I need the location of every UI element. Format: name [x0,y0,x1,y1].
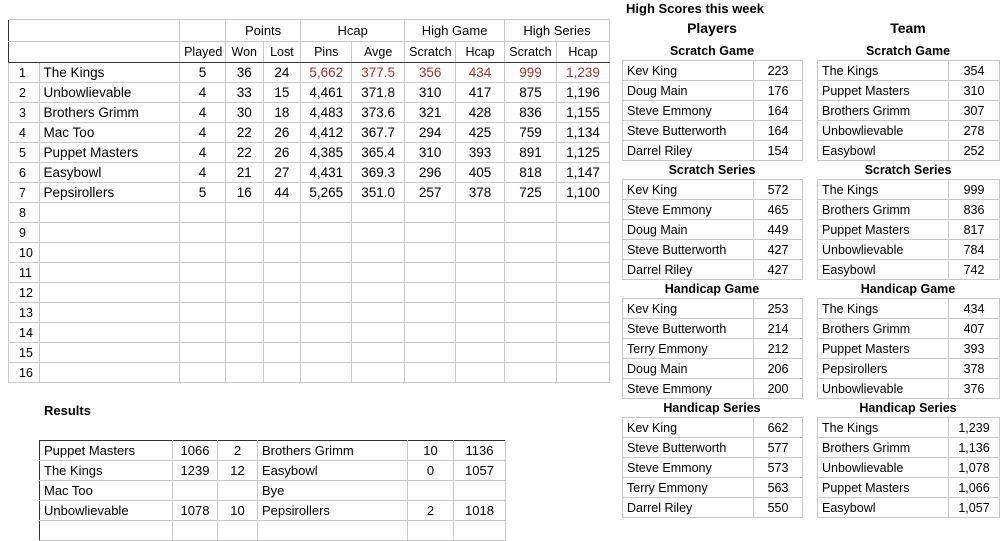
rank-cell: 15 [9,343,40,363]
won-cell: 33 [225,83,263,103]
high-score-row [818,200,1000,220]
result-team2-cell [258,521,408,541]
pins-cell: 5,265 [301,183,352,203]
high-score-name: Unbowlievable [818,458,949,478]
high-score-name: Pepsirollers [818,359,949,379]
high-score-row [623,200,803,220]
high-score-name: Steve Butterworth [623,121,754,141]
high-score-value: 784 [949,240,1000,260]
played-header: Played [180,42,226,63]
high-score-name: Terry Emmony [623,478,754,498]
high-score-name: Steve Emmony [623,379,754,399]
hs-scratch-cell: 999 [504,63,556,83]
team-name-cell: Mac Too [39,123,180,143]
high-score-name: The Kings [818,61,949,81]
players-column-title: Players [687,20,737,36]
standings-row [9,123,610,143]
players-high-scores [622,42,802,518]
result-pts2-cell: 0 [408,461,454,481]
rank-cell: 9 [9,223,40,243]
result-score2-cell: 1136 [454,441,506,461]
lost-cell: 44 [263,183,301,203]
lost-cell: 26 [263,143,301,163]
team-high-score-table [817,60,1000,161]
hg-scratch-cell: 356 [405,63,456,83]
high-game-hcap-header: Hcap [456,42,505,63]
high-score-value: 563 [754,478,803,498]
high-score-row [623,220,803,240]
avge-cell: 369.3 [352,163,405,183]
high-score-name: Puppet Masters [818,339,949,359]
standings-row [9,83,610,103]
hg-scratch-cell: 294 [405,123,456,143]
high-score-row [818,498,1000,518]
played-cell: 5 [180,183,226,203]
players-high-score-table [622,179,803,280]
results-table [39,440,506,541]
lost-cell: 24 [263,63,301,83]
high-score-name: Steve Butterworth [623,319,754,339]
high-score-name: Puppet Masters [818,478,949,498]
high-score-row [623,339,803,359]
high-score-name: Easybowl [818,141,949,161]
high-score-row [818,299,1000,319]
high-scores-title: High Scores this week [626,1,764,16]
high-score-row [623,180,803,200]
high-score-value: 176 [754,81,803,101]
hs-scratch-cell: 836 [504,103,556,123]
high-score-row [818,61,1000,81]
high-score-row [818,339,1000,359]
avge-cell: 365.4 [352,143,405,163]
result-pts1-cell [218,521,258,541]
high-score-row [818,101,1000,121]
result-pts1-cell: 10 [218,501,258,521]
high-score-value: 307 [949,101,1000,121]
high-score-value: 206 [754,359,803,379]
hg-scratch-cell: 310 [405,143,456,163]
high-score-value: 427 [754,260,803,280]
team-high-scores [817,42,999,518]
high-score-name: The Kings [818,180,949,200]
high-score-value: 662 [754,418,803,438]
high-score-row [623,379,803,399]
standings-row [9,143,610,163]
standings-row [9,103,610,123]
high-score-section-title: Handicap Game [860,282,956,296]
result-score1-cell: 1239 [173,461,218,481]
standings-group-header-row [9,20,610,42]
result-row [40,501,506,521]
pins-cell: 4,461 [301,83,352,103]
high-score-value: 573 [754,458,803,478]
pins-cell: 4,412 [301,123,352,143]
high-score-row [623,319,803,339]
high-score-name: Steve Emmony [623,101,754,121]
high-score-value: 434 [949,299,1000,319]
result-score2-cell [454,521,506,541]
rank-cell: 3 [9,103,40,123]
team-name-cell: Pepsirollers [39,183,180,203]
result-row [40,461,506,481]
hcap-group-header: Hcap [301,20,405,42]
hs-hcap-cell: 1,147 [556,163,609,183]
high-score-name: Unbowlievable [818,240,949,260]
high-score-name: Brothers Grimm [818,101,949,121]
result-score2-cell: 1057 [454,461,506,481]
high-score-name: Doug Main [623,359,754,379]
result-team1-cell: Mac Too [40,481,173,501]
hs-hcap-cell: 1,239 [556,63,609,83]
high-score-value: 999 [949,180,1000,200]
high-score-value: 214 [754,319,803,339]
result-team1-cell: Puppet Masters [40,441,173,461]
high-game-group-header: High Game [405,20,505,42]
high-series-scratch-header: Scratch [504,42,556,63]
rank-cell: 14 [9,323,40,343]
high-score-value: 427 [754,240,803,260]
result-pts2-cell: 2 [408,501,454,521]
high-score-row [818,240,1000,260]
high-score-name: The Kings [818,418,949,438]
hg-hcap-cell: 417 [456,83,505,103]
high-score-name: Doug Main [623,220,754,240]
high-score-value: 465 [754,200,803,220]
avge-header: Avge [352,42,405,63]
team-name-cell: The Kings [39,63,180,83]
rank-cell: 13 [9,303,40,323]
high-score-name: Brothers Grimm [818,438,949,458]
high-score-value: 278 [949,121,1000,141]
high-score-name: Easybowl [818,260,949,280]
hg-scratch-cell: 310 [405,83,456,103]
won-cell: 22 [225,123,263,143]
hs-scratch-cell: 875 [504,83,556,103]
result-score1-cell [173,481,218,501]
high-score-row [818,81,1000,101]
high-score-name: Darrel Riley [623,260,754,280]
high-score-row [623,61,803,81]
standings-empty-row [9,303,610,323]
high-score-value: 212 [754,339,803,359]
hg-scratch-cell: 257 [405,183,456,203]
hg-hcap-cell: 425 [456,123,505,143]
avge-cell: 377.5 [352,63,405,83]
hg-scratch-cell: 321 [405,103,456,123]
pins-cell: 5,662 [301,63,352,83]
high-score-row [623,418,803,438]
high-score-name: Unbowlievable [818,121,949,141]
high-score-value: 164 [754,101,803,121]
high-score-row [623,438,803,458]
high-score-value: 449 [754,220,803,240]
high-score-row [818,418,1000,438]
team-high-score-table [817,298,1000,399]
high-score-value: 200 [754,379,803,399]
high-score-row [623,260,803,280]
avge-cell: 371.8 [352,83,405,103]
high-score-value: 154 [754,141,803,161]
standings-row [9,63,610,83]
high-score-row [818,319,1000,339]
hs-hcap-cell: 1,100 [556,183,609,203]
pins-cell: 4,431 [301,163,352,183]
result-pts1-cell [218,481,258,501]
high-score-name: Steve Butterworth [623,438,754,458]
won-cell: 30 [225,103,263,123]
high-score-value: 1,239 [949,418,1000,438]
high-score-row [818,379,1000,399]
won-header: Won [225,42,263,63]
rank-cell: 12 [9,283,40,303]
high-score-name: Kev King [623,180,754,200]
high-score-name: Darrel Riley [623,498,754,518]
rank-cell: 10 [9,243,40,263]
high-score-name: Brothers Grimm [818,319,949,339]
high-score-section-title: Scratch Game [669,44,755,58]
rank-cell: 1 [9,63,40,83]
results-title: Results [44,403,91,418]
hs-scratch-cell: 759 [504,123,556,143]
lost-cell: 15 [263,83,301,103]
high-score-name: The Kings [818,299,949,319]
high-score-value: 378 [949,359,1000,379]
high-score-value: 572 [754,180,803,200]
high-score-row [623,498,803,518]
hs-scratch-cell: 725 [504,183,556,203]
lost-cell: 18 [263,103,301,123]
team-name-cell: Puppet Masters [39,143,180,163]
played-cell: 4 [180,123,226,143]
high-score-name: Steve Butterworth [623,240,754,260]
high-score-value: 577 [754,438,803,458]
lost-cell: 26 [263,123,301,143]
result-pts1-cell: 12 [218,461,258,481]
high-score-value: 393 [949,339,1000,359]
high-score-row [818,260,1000,280]
high-score-name: Kev King [623,299,754,319]
result-score2-cell: 1018 [454,501,506,521]
standings-row [9,163,610,183]
high-score-section-title: Scratch Game [865,44,951,58]
avge-cell: 373.6 [352,103,405,123]
won-cell: 21 [225,163,263,183]
standings-empty-row [9,203,610,223]
result-pts1-cell: 2 [218,441,258,461]
hg-hcap-cell: 434 [456,63,505,83]
played-cell: 5 [180,63,226,83]
team-column-title: Team [890,20,926,36]
high-score-name: Brothers Grimm [818,200,949,220]
team-high-score-table [817,417,1000,518]
players-high-score-table [622,417,803,518]
high-score-row [623,81,803,101]
high-score-value: 354 [949,61,1000,81]
standings-row [9,183,610,203]
result-team1-cell [40,521,173,541]
rank-cell: 7 [9,183,40,203]
hs-scratch-cell: 818 [504,163,556,183]
high-score-value: 223 [754,61,803,81]
high-series-group-header: High Series [504,20,609,42]
high-score-row [623,101,803,121]
high-score-value: 1,066 [949,478,1000,498]
high-score-row [818,458,1000,478]
high-score-section-title: Scratch Series [864,163,952,177]
players-high-score-table [622,60,803,161]
result-team2-cell: Brothers Grimm [258,441,408,461]
rank-cell: 11 [9,263,40,283]
high-score-row [818,121,1000,141]
high-score-value: 407 [949,319,1000,339]
high-score-row [623,359,803,379]
rank-cell: 5 [9,143,40,163]
result-team1-cell: The Kings [40,461,173,481]
result-row [40,441,506,461]
high-score-row [623,240,803,260]
high-game-scratch-header: Scratch [405,42,456,63]
high-score-value: 1,057 [949,498,1000,518]
pins-header: Pins [301,42,352,63]
high-score-row [818,141,1000,161]
high-score-row [623,458,803,478]
pins-cell: 4,385 [301,143,352,163]
played-cell: 4 [180,103,226,123]
high-score-name: Darrel Riley [623,141,754,161]
won-cell: 36 [225,63,263,83]
high-score-name: Unbowlievable [818,379,949,399]
high-score-section-title: Handicap Series [663,401,761,415]
hg-scratch-cell: 296 [405,163,456,183]
hg-hcap-cell: 393 [456,143,505,163]
high-score-value: 550 [754,498,803,518]
high-score-name: Steve Emmony [623,200,754,220]
team-name-cell: Unbowlievable [39,83,180,103]
high-score-section-title: Handicap Series [859,401,957,415]
result-score1-cell [173,521,218,541]
high-score-name: Steve Emmony [623,458,754,478]
result-pts2-cell: 10 [408,441,454,461]
avge-cell: 367.7 [352,123,405,143]
result-team2-cell: Pepsirollers [258,501,408,521]
hg-hcap-cell: 378 [456,183,505,203]
high-score-section-title: Handicap Game [664,282,760,296]
standings-empty-row [9,223,610,243]
standings-empty-row [9,363,610,383]
high-score-value: 310 [949,81,1000,101]
result-team1-cell: Unbowlievable [40,501,173,521]
high-score-value: 742 [949,260,1000,280]
standings-empty-row [9,343,610,363]
standings-column-header-row [9,42,610,63]
high-score-row [818,438,1000,458]
result-row [40,521,506,541]
high-score-name: Easybowl [818,498,949,518]
high-score-value: 164 [754,121,803,141]
high-score-value: 1,136 [949,438,1000,458]
won-cell: 16 [225,183,263,203]
result-score2-cell [454,481,506,501]
played-cell: 4 [180,163,226,183]
high-score-row [818,180,1000,200]
lost-cell: 27 [263,163,301,183]
rank-cell: 16 [9,363,40,383]
team-name-cell: Easybowl [39,163,180,183]
high-score-value: 376 [949,379,1000,399]
hg-hcap-cell: 428 [456,103,505,123]
rank-cell: 6 [9,163,40,183]
high-score-value: 252 [949,141,1000,161]
hs-hcap-cell: 1,125 [556,143,609,163]
players-high-score-table [622,298,803,399]
lost-header: Lost [263,42,301,63]
high-score-name: Doug Main [623,81,754,101]
high-score-row [818,220,1000,240]
high-score-name: Puppet Masters [818,220,949,240]
high-score-name: Puppet Masters [818,81,949,101]
hs-hcap-cell: 1,196 [556,83,609,103]
hg-hcap-cell: 405 [456,163,505,183]
high-score-row [818,359,1000,379]
high-score-value: 1,078 [949,458,1000,478]
rank-cell: 8 [9,203,40,223]
high-score-row [818,478,1000,498]
standings-empty-row [9,323,610,343]
rank-cell: 4 [9,123,40,143]
standings-table [8,19,610,383]
played-cell: 4 [180,143,226,163]
won-cell: 22 [225,143,263,163]
team-high-score-table [817,179,1000,280]
result-score1-cell: 1066 [173,441,218,461]
standings-empty-row [9,283,610,303]
pins-cell: 4,483 [301,103,352,123]
played-cell: 4 [180,83,226,103]
result-team2-cell: Bye [258,481,408,501]
rank-cell: 2 [9,83,40,103]
avge-cell: 351.0 [352,183,405,203]
result-team2-cell: Easybowl [258,461,408,481]
high-score-name: Terry Emmony [623,339,754,359]
result-score1-cell: 1078 [173,501,218,521]
result-pts2-cell [408,521,454,541]
high-score-name: Kev King [623,418,754,438]
result-row [40,481,506,501]
hs-scratch-cell: 891 [504,143,556,163]
standings-empty-row [9,263,610,283]
high-score-section-title: Scratch Series [668,163,756,177]
high-score-value: 253 [754,299,803,319]
high-score-row [623,141,803,161]
high-score-value: 817 [949,220,1000,240]
hs-hcap-cell: 1,134 [556,123,609,143]
high-score-row [623,478,803,498]
standings-empty-row [9,243,610,263]
high-score-row [623,299,803,319]
high-score-row [623,121,803,141]
high-score-name: Kev King [623,61,754,81]
result-pts2-cell [408,481,454,501]
high-score-value: 836 [949,200,1000,220]
hs-hcap-cell: 1,155 [556,103,609,123]
team-name-cell: Brothers Grimm [39,103,180,123]
points-group-header: Points [225,20,300,42]
high-series-hcap-header: Hcap [556,42,609,63]
